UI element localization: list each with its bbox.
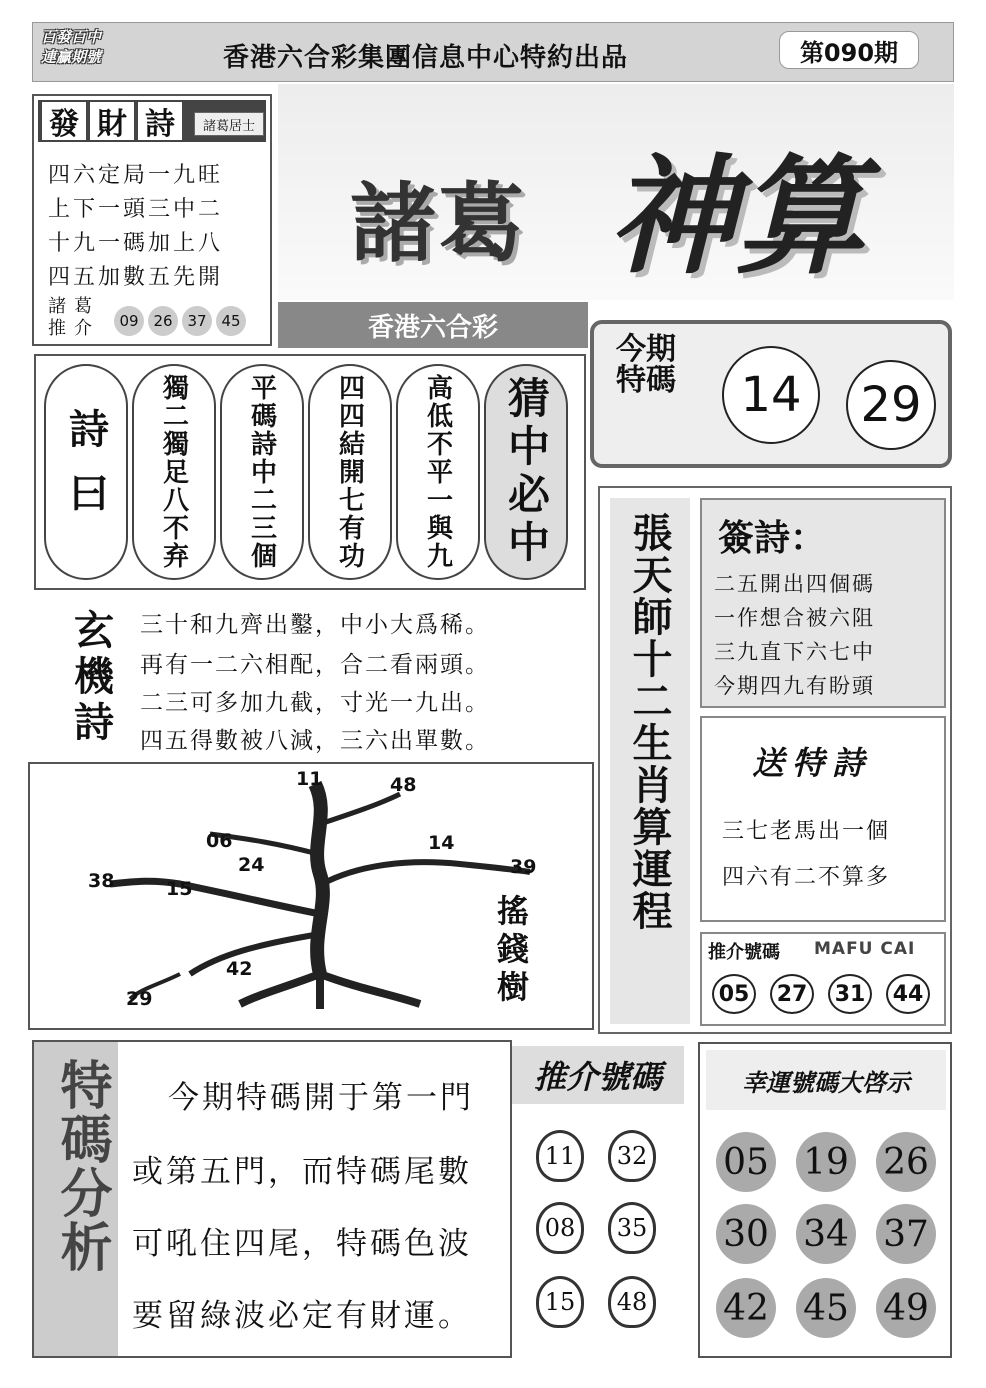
analysis-label-box [34,1042,118,1356]
mystic-line: 四五得數被八減，三六出單數。 [140,728,490,754]
analysis-label: 特碼分析 [51,1058,111,1274]
right-panel [598,486,952,1034]
slogan-line-1: 百發百中 [41,28,102,46]
lucky-number-ball: 37 [876,1204,936,1264]
title-part-1: 諸葛 [350,174,526,274]
tree-label: 搖錢樹 [492,894,530,1008]
money-tree-box [28,762,594,1030]
lucky-title: 幸運號碼大啓示 [706,1050,946,1110]
fortune-line: 四五加數五先開 [48,265,224,290]
lucky-number-ball: 45 [796,1278,856,1338]
number-ball: 09 [114,306,144,336]
sign-poem-line: 一作想合被六阻 [714,606,875,630]
fortune-line: 十九一碼加上八 [48,231,224,256]
gift-poem-box [700,716,946,922]
analysis-line: 要留綠波必定有財運。 [132,1298,472,1334]
poem-column-text: 獨二獨足八不弃 [158,374,189,570]
poem-column [396,364,480,580]
mystic-line: 二三可多加九截，寸光一九出。 [140,690,490,716]
tree-number: 15 [166,878,193,900]
poem-columns [34,354,586,590]
tree-number: 29 [126,988,153,1010]
poem-column-text: 高低不平一與九 [422,374,453,570]
lucky-number-ball: 30 [716,1204,776,1264]
special-label: 今期特碼 [616,332,676,398]
sign-poem-line: 今期四九有盼頭 [714,674,875,698]
number-ball: 37 [182,306,212,336]
recommend-label-line: 諸葛 [48,296,100,317]
lottery-subtitle: 香港六合彩 [278,302,588,348]
lucky-number-ball: 19 [796,1132,856,1192]
pick-number-badge: 08 [536,1202,584,1254]
pick-number-badge: 48 [608,1276,656,1328]
picks-title: 推介號碼 [512,1046,684,1104]
pick-number-badge: 15 [536,1276,584,1328]
analysis-line: 或第五門，而特碼尾數 [132,1154,472,1190]
tree-number: 48 [390,774,417,796]
slogan-line-2: 連贏期號 [41,48,102,66]
mystic-line: 三十和九齊出鑿，中小大爲稀。 [140,612,490,638]
special-number-ball: 29 [846,360,936,450]
sign-poem-title: 簽詩： [718,518,827,559]
tree-number: 24 [238,854,265,876]
fortune-head-char: 發 [42,102,86,140]
gift-poem-line: 四六有二不算多 [722,865,891,890]
tree-number: 42 [226,958,253,980]
poem-column-text: 平碼詩中二三個 [246,374,277,570]
lucky-number-ball: 42 [716,1278,776,1338]
poem-column [220,364,304,580]
tree-number: 11 [296,768,323,790]
sign-poem-box [700,498,946,708]
tree-number: 06 [206,830,233,852]
special-number-box [590,320,952,468]
mafu-label: 推介號碼 [708,942,780,963]
number-ball: 45 [216,306,246,336]
tree-number: 14 [428,832,455,854]
special-number-ball: 14 [722,346,820,444]
gift-poem-line: 三七老馬出一個 [722,819,891,844]
number-ball: 44 [886,974,930,1014]
number-ball: 26 [148,306,178,336]
poem-column-text: 四四結開七有功 [334,374,365,570]
fortune-line: 四六定局一九旺 [48,163,224,188]
slogan [41,27,181,67]
recommend-label [48,296,100,340]
master-label-box [610,498,690,1024]
fortune-line: 上下一頭三中二 [48,197,224,222]
sign-poem-line: 二五開出四個碼 [714,572,875,596]
poem-column [132,364,216,580]
poem-column-text: 詩曰 [62,408,109,536]
recommend-label-line: 推介 [48,318,100,339]
poem-column-text: 猜中必中 [502,376,551,568]
poem-column [44,364,128,580]
title-banner [278,84,954,300]
picks-box [512,1040,684,1358]
fortune-poem-header [38,100,266,142]
mystic-line: 再有一二六相配，合二看兩頭。 [140,652,490,678]
number-ball: 05 [712,974,756,1014]
poem-column [308,364,392,580]
issue-number: 第090期 [779,31,919,69]
fortune-head-char: 財 [90,102,134,140]
pick-number-badge: 35 [608,1202,656,1254]
analysis-line: 今期特碼開于第一門 [168,1080,474,1116]
poem-column [484,364,568,580]
tree-number: 39 [510,856,537,878]
lucky-number-ball: 34 [796,1204,856,1264]
tree-number: 38 [88,870,115,892]
gift-poem-title: 送特詩 [752,744,873,782]
title-part-2: 神算 [608,142,865,292]
sign-poem-line: 三九直下六七中 [714,640,875,664]
master-label: 張天師十二生肖算運程 [626,512,672,932]
number-ball: 31 [828,974,872,1014]
lucky-number-ball: 05 [716,1132,776,1192]
fortune-poem-box [32,94,272,346]
lucky-number-ball: 49 [876,1278,936,1338]
number-ball: 27 [770,974,814,1014]
fortune-tag: 諸葛居士 [194,112,264,136]
header-bar [32,22,954,82]
lucky-numbers-box [698,1042,952,1358]
analysis-box [32,1040,512,1358]
pick-number-badge: 32 [608,1130,656,1182]
mafu-label-latin: MAFU CAI [814,939,916,959]
analysis-line: 可吼住四尾，特碼色波 [132,1226,472,1262]
pick-number-badge: 11 [536,1130,584,1182]
fortune-head-char: 詩 [138,102,182,140]
mafu-box [700,932,946,1026]
header-title: 香港六合彩集團信息中心特約出品 [223,43,629,73]
mystic-poem-label: 玄機詩 [74,608,114,746]
lucky-number-ball: 26 [876,1132,936,1192]
